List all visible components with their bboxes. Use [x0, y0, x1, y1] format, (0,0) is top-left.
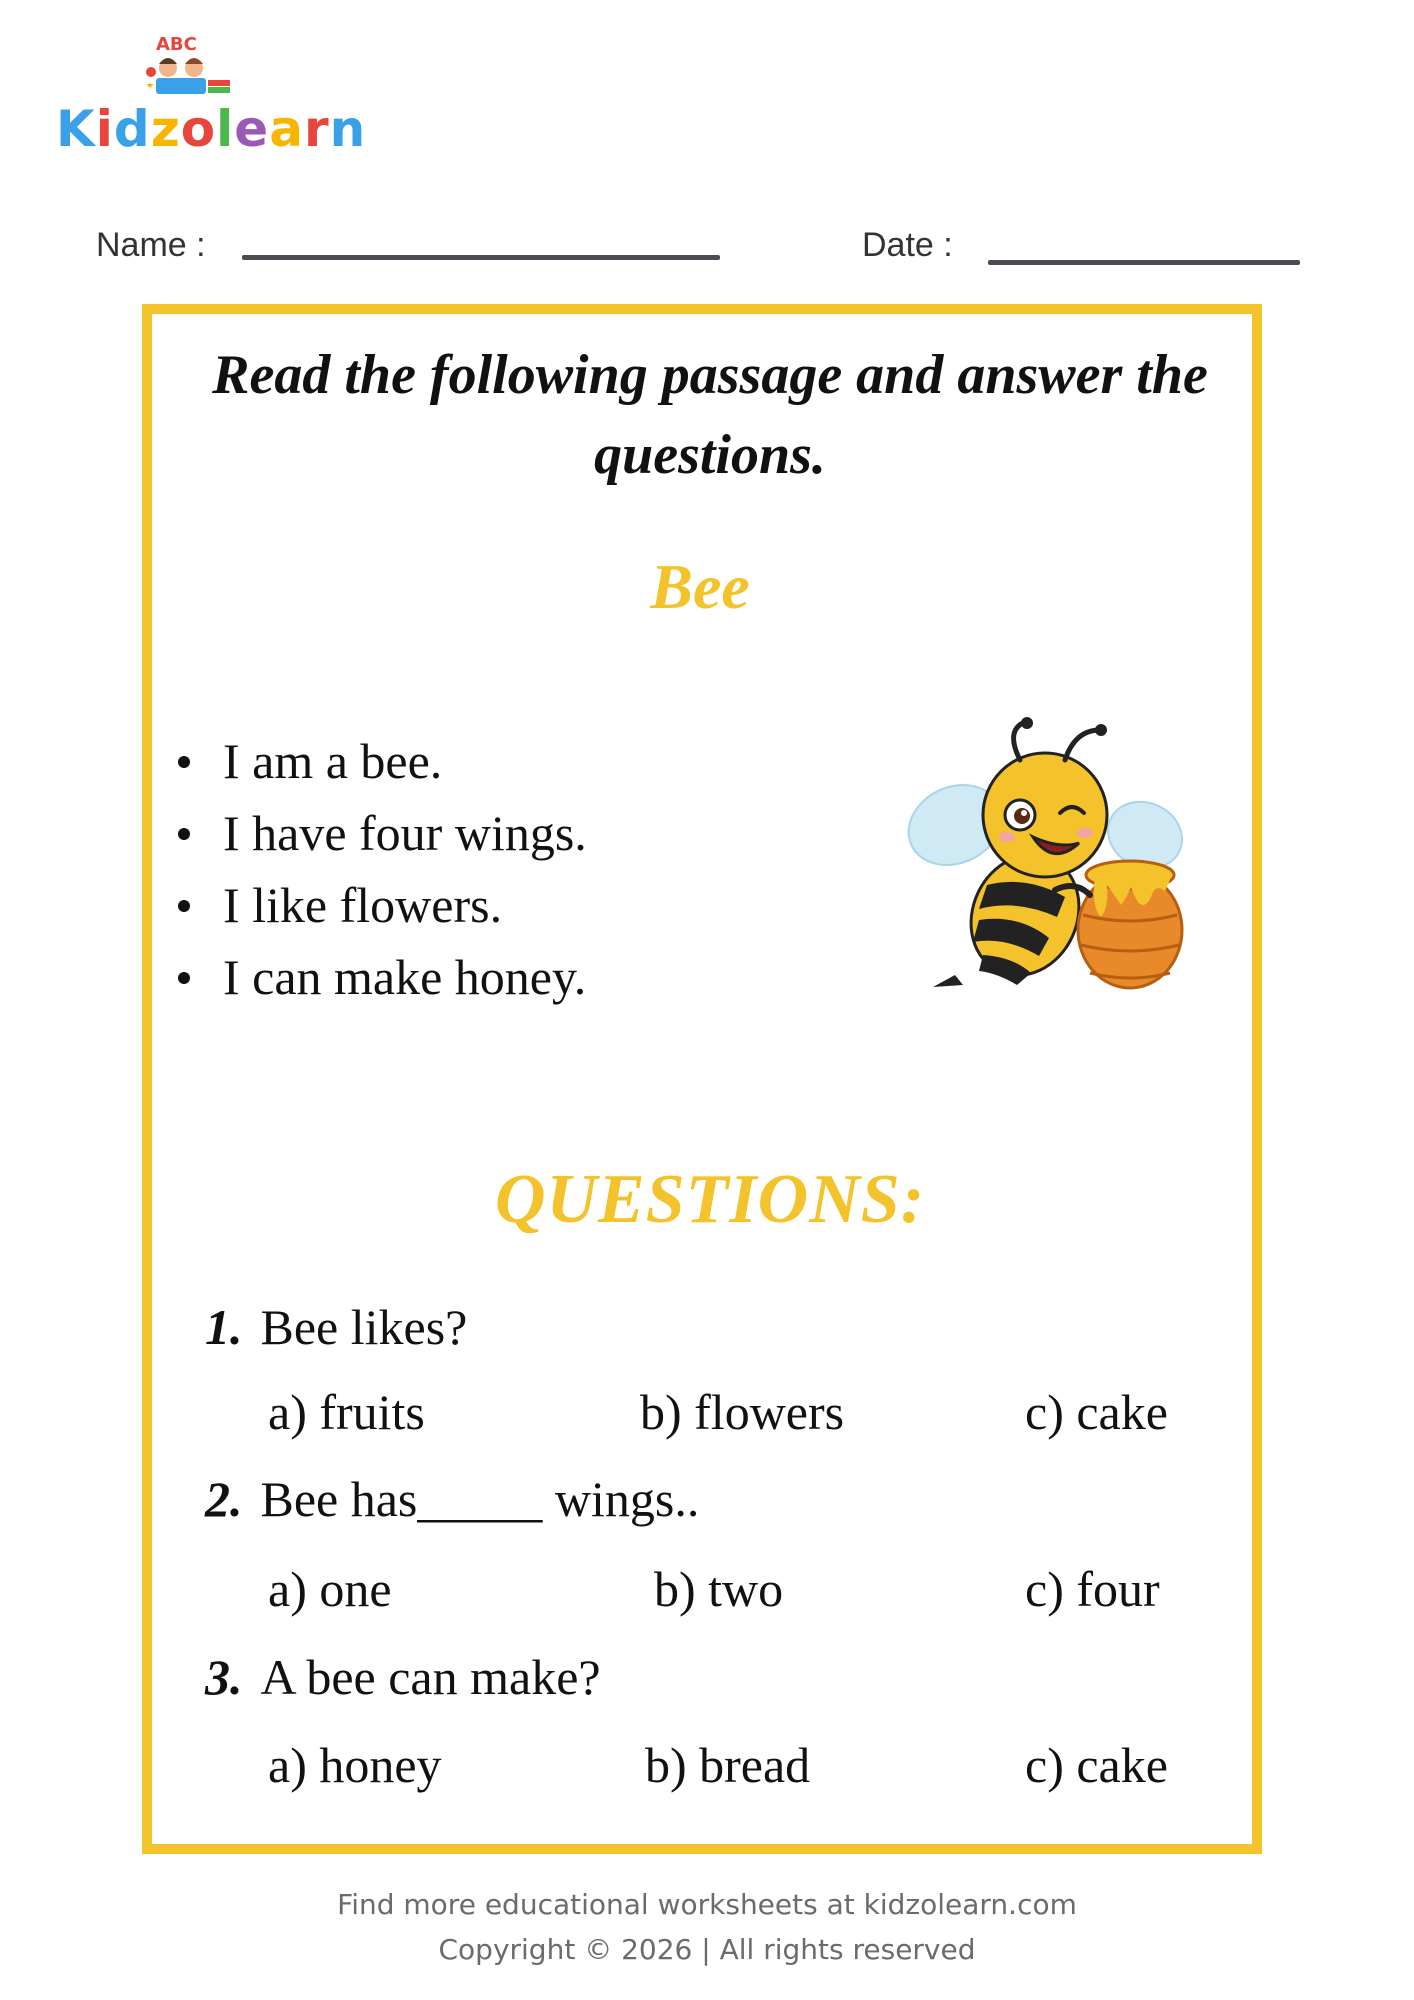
- question-text: Bee likes?: [260, 1299, 468, 1355]
- bullet-icon: [178, 828, 190, 840]
- passage-line: [175, 869, 587, 941]
- passage-line-text: I am a bee.: [223, 733, 443, 789]
- name-field-line[interactable]: [242, 255, 720, 260]
- bullet-icon: [178, 972, 190, 984]
- question-2-option-c[interactable]: c) four: [1025, 1561, 1160, 1617]
- question-1-option-a[interactable]: a) fruits: [268, 1384, 425, 1440]
- bullet-icon: [178, 900, 190, 912]
- passage-title: Bee: [650, 551, 750, 622]
- date-field-line[interactable]: [988, 260, 1300, 265]
- question-number: 1.: [205, 1299, 243, 1355]
- logo-letter: l: [216, 100, 235, 158]
- worksheet-border: [142, 304, 1262, 1854]
- kidzolearn-logo: [56, 30, 367, 160]
- logo-letter: r: [303, 100, 330, 158]
- logo-wordmark: [56, 100, 366, 158]
- question-2-option-a[interactable]: a) one: [268, 1561, 392, 1617]
- question-text: A bee can make?: [260, 1649, 601, 1705]
- footer-website-line: Find more educational worksheets at kidzolearn.com: [337, 1888, 1077, 1921]
- logo-letter: d: [113, 100, 151, 158]
- passage-list: [175, 725, 587, 1013]
- passage-line-text: I have four wings.: [223, 805, 587, 861]
- logo-letter: a: [269, 100, 304, 158]
- question-2-option-b[interactable]: b) two: [654, 1561, 784, 1617]
- passage-line: [175, 941, 587, 1013]
- logo-letter: z: [150, 100, 181, 158]
- question-3-option-c[interactable]: c) cake: [1025, 1737, 1168, 1793]
- kids-reading-logo-icon: [56, 30, 336, 105]
- question-1: [205, 1298, 467, 1356]
- logo-letter: i: [95, 100, 114, 158]
- footer-copyright-line: Copyright © 2026 | All rights reserved: [438, 1933, 976, 1966]
- passage-line: [175, 797, 587, 869]
- question-1-option-b[interactable]: b) flowers: [640, 1384, 845, 1440]
- name-label: Name :: [96, 226, 206, 264]
- question-3-option-b[interactable]: b) bread: [645, 1737, 811, 1793]
- bee-with-honey-pot-illustration: [895, 715, 1195, 1015]
- logo-letter: n: [329, 100, 367, 158]
- question-number: 3.: [205, 1649, 243, 1705]
- logo-letter: e: [234, 100, 270, 158]
- logo-abc-text: ABC: [156, 34, 197, 55]
- question-number: 2.: [205, 1471, 243, 1527]
- logo-letter: K: [56, 100, 96, 158]
- instruction-text: Read the following passage and answer the questions.: [212, 344, 1208, 486]
- question-text: Bee has_____ wings..: [260, 1471, 700, 1527]
- passage-line-text: I can make honey.: [223, 949, 587, 1005]
- question-2: [205, 1470, 699, 1528]
- question-1-option-c[interactable]: c) cake: [1025, 1384, 1168, 1440]
- logo-letter: o: [180, 100, 217, 158]
- question-3: [205, 1648, 601, 1706]
- question-3-option-a[interactable]: a) honey: [268, 1737, 442, 1793]
- passage-line-text: I like flowers.: [223, 877, 503, 933]
- bullet-icon: [178, 756, 190, 768]
- questions-heading: QUESTIONS:: [494, 1161, 926, 1238]
- passage-line: [175, 725, 587, 797]
- date-label: Date :: [862, 226, 953, 264]
